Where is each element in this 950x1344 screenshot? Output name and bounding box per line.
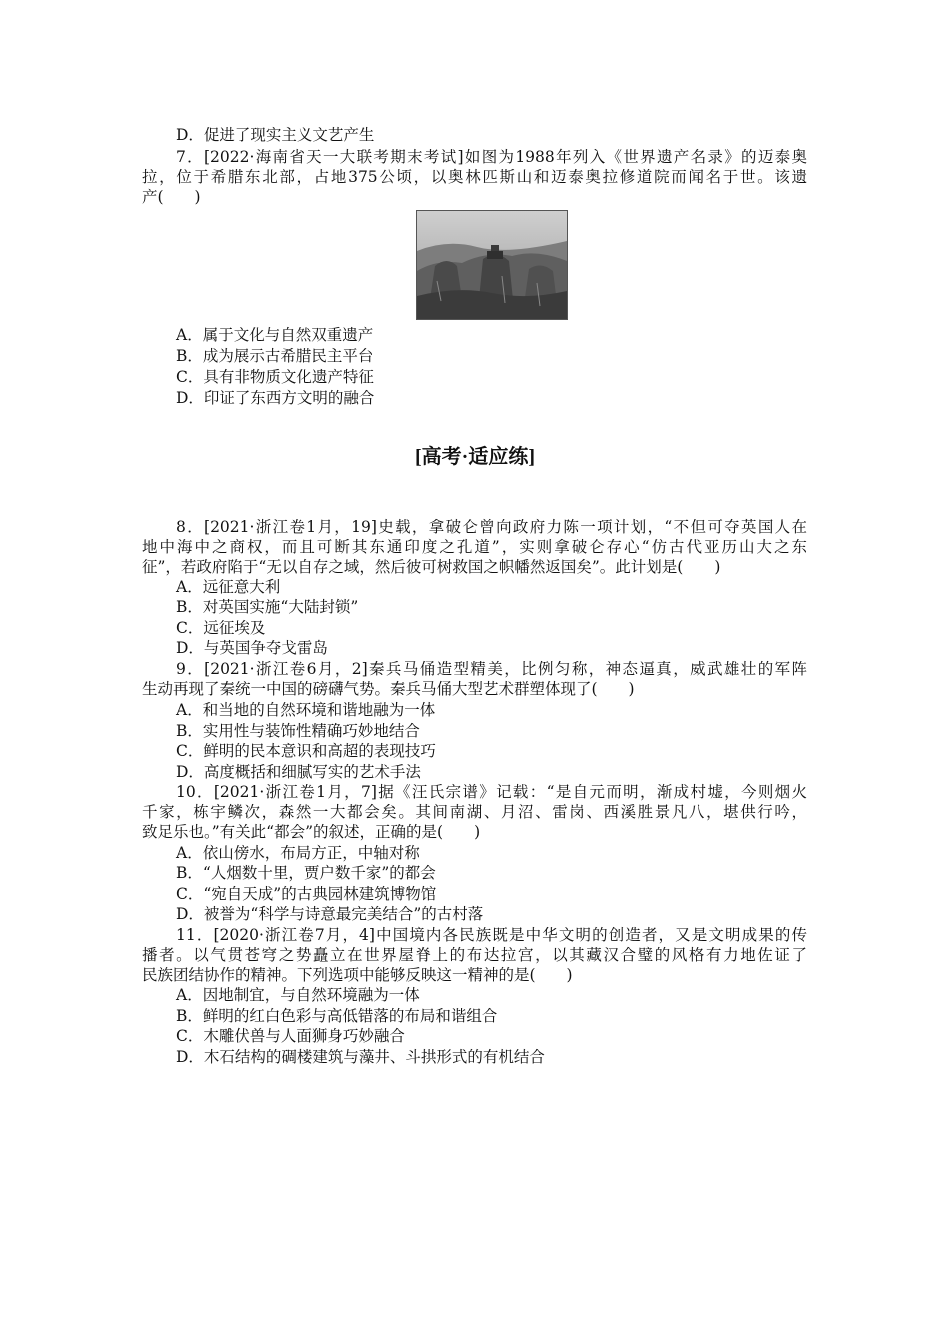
q11-stem-line-2: 播者。以气贯苍穹之势矗立在世界屋脊上的布达拉宫，以其藏汉合璧的风格有力地佐证了 — [142, 946, 807, 964]
q11-option-c: C．木雕伏兽与人面狮身巧妙融合 — [176, 1027, 405, 1045]
q8-option-a: A．远征意大利 — [176, 578, 281, 596]
q10-option-d: D．被誉为“科学与诗意最完美结合”的古村落 — [176, 905, 484, 923]
q9-option-b: B．实用性与装饰性精确巧妙地结合 — [176, 722, 420, 740]
q7-option-b: B．成为展示古希腊民主平台 — [176, 347, 374, 365]
q10-stem-line-3: 致足乐也。”有关此“都会”的叙述，正确的是( ) — [142, 823, 481, 841]
q8-stem-line-1: 8．[2021·浙江卷1月，19]史载，拿破仑曾向政府力陈一项计划，“不但可夺英国人在 — [176, 518, 807, 536]
section-title: [高考·适应练] — [415, 446, 535, 468]
q8-option-d: D．与英国争夺戈雷岛 — [176, 639, 328, 657]
meteora-monastery-photo — [416, 210, 568, 320]
q7-stem-line-2: 拉，位于希腊东北部，占地375公顷，以奥林匹斯山和迈泰奥拉修道院而闻名于世。该遗 — [142, 168, 807, 186]
q7-stem-line-1: 7．[2022·海南省天一大联考期末考试]如图为1988年列入《世界遗产名录》的迈泰奥 — [176, 148, 807, 166]
q7-stem-line-3: 产( ) — [142, 188, 201, 206]
q10-stem-line-1: 10．[2021·浙江卷1月，7]据《汪氏宗谱》记载：“是自元而明，渐成村墟，今则烟火 — [176, 783, 807, 801]
q8-stem-line-3: 征”，若政府陷于“无以自存之域，然后彼可树救国之帜幡然返国矣”。此计划是( ) — [142, 558, 721, 576]
q8-option-c: C．远征埃及 — [176, 619, 266, 637]
q8-option-b: B．对英国实施“大陆封锁” — [176, 598, 359, 616]
q9-option-a: A．和当地的自然环境和谐地融为一体 — [176, 701, 436, 719]
q7-option-d: D．印证了东西方文明的融合 — [176, 389, 375, 407]
q10-option-a: A．依山傍水，布局方正，中轴对称 — [176, 844, 420, 862]
q11-option-a: A．因地制宜，与自然环境融为一体 — [176, 986, 420, 1004]
q9-option-d: D．高度概括和细腻写实的艺术手法 — [176, 763, 421, 781]
q9-stem-line-2: 生动再现了秦统一中国的磅礴气势。秦兵马俑大型艺术群塑体现了( ) — [142, 680, 635, 698]
q10-option-c: C．“宛自天成”的古典园林建筑博物馆 — [176, 885, 437, 903]
q11-option-d: D．木石结构的碉楼建筑与藻井、斗拱形式的有机结合 — [176, 1048, 545, 1066]
q7-option-a: A．属于文化与自然双重遗产 — [176, 326, 374, 344]
q11-stem-line-1: 11．[2020·浙江卷7月，4]中国境内各民族既是中华文明的创造者，又是文明成果的传 — [176, 926, 807, 944]
q10-stem-line-2: 千家，栋宇鳞次，森然一大都会矣。其间南湖、月沼、雷岗、西溪胜景凡八，堪供行吟， — [142, 803, 807, 821]
q7-option-c: C．具有非物质文化遗产特征 — [176, 368, 374, 386]
q11-option-b: B．鲜明的红白色彩与高低错落的布局和谐组合 — [176, 1007, 498, 1025]
q9-stem-line-1: 9．[2021·浙江卷6月，2]秦兵马俑造型精美，比例匀称，神态逼真，威武雄壮的军阵 — [176, 660, 807, 678]
q9-option-c: C．鲜明的民本意识和高超的表现技巧 — [176, 742, 436, 760]
q6-option-d: D．促进了现实主义文艺产生 — [176, 126, 375, 144]
q10-option-b: B．“人烟数十里，贾户数千家”的都会 — [176, 864, 436, 882]
q11-stem-line-3: 民族团结协作的精神。下列选项中能够反映这一精神的是( ) — [142, 966, 573, 984]
q8-stem-line-2: 地中海中之商权，而且可断其东通印度之孔道”，实则拿破仑存心“仿古代亚历山大之东 — [142, 538, 807, 556]
